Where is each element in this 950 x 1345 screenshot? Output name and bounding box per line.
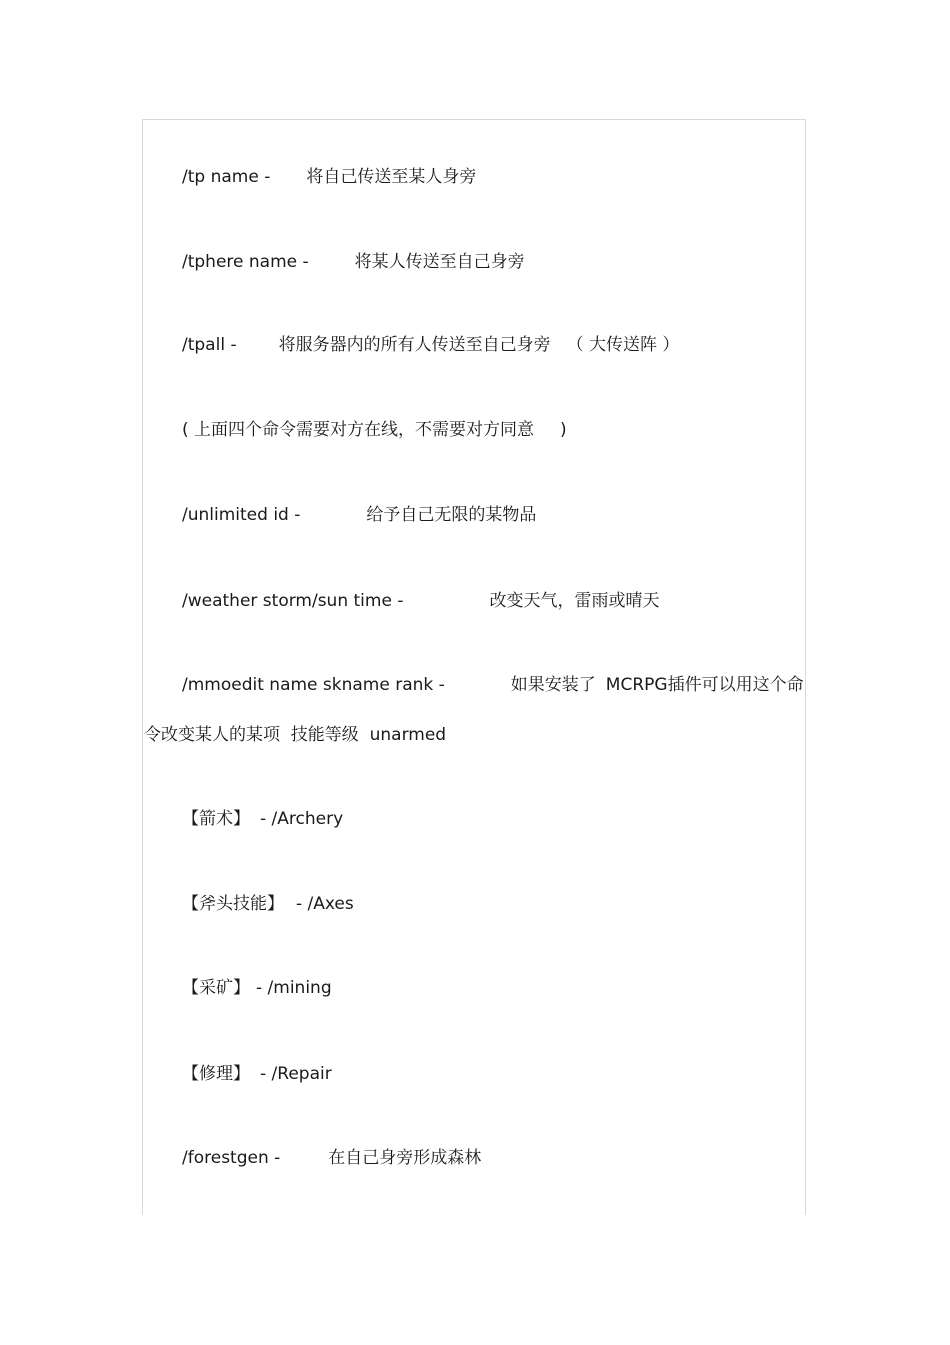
- mmoedit-description-b: MCRPG插件可以用这个命: [605, 675, 804, 695]
- axes-command: - /Axes: [296, 894, 354, 914]
- weather-line: [182, 590, 659, 612]
- page-frame: [142, 119, 806, 1215]
- forestgen-command: /forestgen -: [182, 1148, 281, 1168]
- axes-label: 【斧头技能】: [182, 894, 284, 914]
- note-close: ): [560, 420, 567, 440]
- unlimited-line: [182, 504, 536, 526]
- weather-description: 改变天气，雷雨或晴天: [489, 591, 660, 611]
- unlimited-description: 给予自己无限的某物品: [366, 505, 537, 525]
- note-text: ( 上面四个命令需要对方在线，不需要对方同意: [182, 420, 535, 440]
- archery-command: - /Archery: [260, 809, 344, 829]
- forestgen-line: [182, 1147, 481, 1169]
- mining-label: 【采矿】: [182, 978, 250, 998]
- mmoedit-line: [182, 674, 804, 696]
- note-line: [182, 419, 567, 441]
- forestgen-description: 在自己身旁形成森林: [328, 1148, 482, 1168]
- archery-line: [182, 808, 343, 830]
- mining-command: - /mining: [256, 978, 332, 998]
- tpall-note: （ 大传送阵 ）: [566, 335, 680, 355]
- repair-command: - /Repair: [260, 1064, 332, 1084]
- archery-label: 【箭术】: [182, 809, 250, 829]
- tpall-description: 将服务器内的所有人传送至自己身旁: [278, 335, 551, 355]
- weather-command: /weather storm/sun time -: [182, 591, 404, 611]
- tpall-line: [182, 334, 679, 356]
- tp-line: [182, 166, 476, 188]
- mmoedit-continuation-text: 令改变某人的某项 技能等级 unarmed: [144, 725, 447, 745]
- tphere-line: [182, 251, 525, 273]
- tpall-command: /tpall -: [182, 335, 237, 355]
- repair-line: [182, 1063, 332, 1085]
- unlimited-command: /unlimited id -: [182, 505, 301, 525]
- axes-line: [182, 893, 354, 915]
- tphere-command: /tphere name -: [182, 252, 309, 272]
- tp-description: 将自己传送至某人身旁: [306, 167, 477, 187]
- mmoedit-continuation: [144, 724, 446, 746]
- tphere-description: 将某人传送至自己身旁: [354, 252, 525, 272]
- mining-line: [182, 977, 332, 999]
- tp-command: /tp name -: [182, 167, 271, 187]
- repair-label: 【修理】: [182, 1064, 250, 1084]
- mmoedit-description-a: 如果安装了: [510, 675, 596, 695]
- mmoedit-command: /mmoedit name skname rank -: [182, 675, 445, 695]
